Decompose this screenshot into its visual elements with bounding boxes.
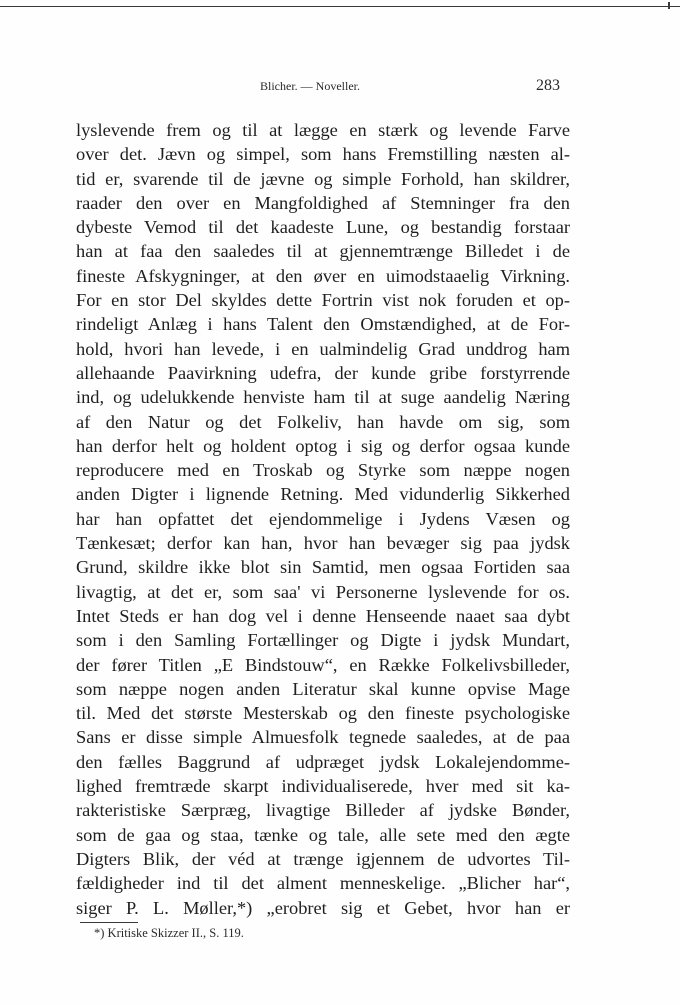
text-line: rindeligt Anlæg i hans Talent den Omstændighed, at de For-	[76, 314, 570, 335]
text-line: den fælles Baggrund af udpræget jydsk Lokalejendomme-	[76, 751, 570, 772]
top-rule-mark	[668, 2, 670, 9]
footnote-rule	[80, 922, 138, 923]
text-line: livagtig, at det er, som saa' vi Personerne lyslevende for os.	[76, 581, 570, 602]
text-line: som i den Samling Fortællinger og Digte i jydsk Mundart,	[76, 630, 570, 651]
text-line: som de gaa og staa, tænke og tale, alle sete med den ægte	[76, 824, 570, 845]
text-line: lighed fremtræde skarpt individualiserede, hver med sit ka-	[76, 776, 570, 797]
text-line: reproducere med en Troskab og Styrke som næppe nogen	[76, 460, 570, 481]
text-line: som næppe nogen anden Literatur skal kunne opvise Mage	[76, 678, 570, 699]
text-line: lyslevende frem og til at lægge en stærk og levende Farve	[76, 120, 570, 140]
text-line: Digters Blik, der véd at trænge igjennem de udvortes Til-	[76, 848, 570, 869]
text-line: han derfor helt og holdent optog i sig og derfor ogsaa kunde	[76, 435, 570, 456]
text-line: fineste Afskygninger, at den øver en uimodstaaelig Virkning.	[76, 265, 570, 286]
running-head: Blicher. — Noveller.	[260, 79, 360, 93]
text-line: tid er, svarende til de jævne og simple Forhold, han skildrer,	[76, 168, 570, 189]
text-line: allehaande Paavirkning udefra, der kunde gribe forstyrrende	[76, 362, 570, 383]
text-line: til. Med det største Mesterskab og den fineste psychologiske	[76, 703, 570, 724]
text-line: har han opfattet det ejendommelige i Jydens Væsen og	[76, 508, 570, 529]
text-line: der fører Titlen „E Bindstouw“, en Række Folkelivsbilleder,	[76, 654, 570, 675]
text-line: Intet Steds er han dog vel i denne Henseende naaet saa dybt	[76, 605, 570, 626]
text-line: anden Digter i lignende Retning. Med vidunderlig Sikkerhed	[76, 484, 570, 505]
text-line: af den Natur og det Folkeliv, han havde om sig, som	[76, 411, 570, 432]
text-line: For en stor Del skyldes dette Fortrin vist nok foruden et op-	[76, 290, 570, 311]
text-line: Sans er disse simple Almuesfolk tegnede saaledes, at de paa	[76, 727, 570, 748]
top-rule	[0, 6, 680, 7]
text-line: Grund, skildre ikke blot sin Samtid, men ogsaa Fortiden saa	[76, 557, 570, 578]
text-line: over det. Jævn og simpel, som hans Fremstilling næsten al-	[76, 144, 570, 165]
body-text	[76, 118, 570, 920]
text-line: siger P. L. Møller,*) „erobret sig et Gebet, hvor han er	[76, 897, 570, 918]
text-line: rakteristiske Særpræg, livagtige Billeder af jydske Bønder,	[76, 800, 570, 821]
text-line: hold, hvori han levede, i en ualmindelig Grad unddrog ham	[76, 338, 570, 359]
page-number: 283	[536, 77, 560, 94]
footnote: *) Kritiske Skizzer II., S. 119.	[94, 926, 244, 940]
text-line: han at faa den saaledes til at gjennemtrænge Billedet i de	[76, 241, 570, 262]
text-line: dybeste Vemod til det kaadeste Lune, og bestandig forstaar	[76, 217, 570, 238]
text-line: Tænkesæt; derfor kan han, hvor han bevæger sig paa jydsk	[76, 533, 570, 554]
text-line: fældigheder ind til det alment menneskelige. „Blicher har“,	[76, 873, 570, 894]
text-line: ind, og udelukkende henviste ham til at suge aandelig Næring	[76, 387, 570, 408]
text-line: raader den over en Mangfoldighed af Stemninger fra den	[76, 192, 570, 213]
